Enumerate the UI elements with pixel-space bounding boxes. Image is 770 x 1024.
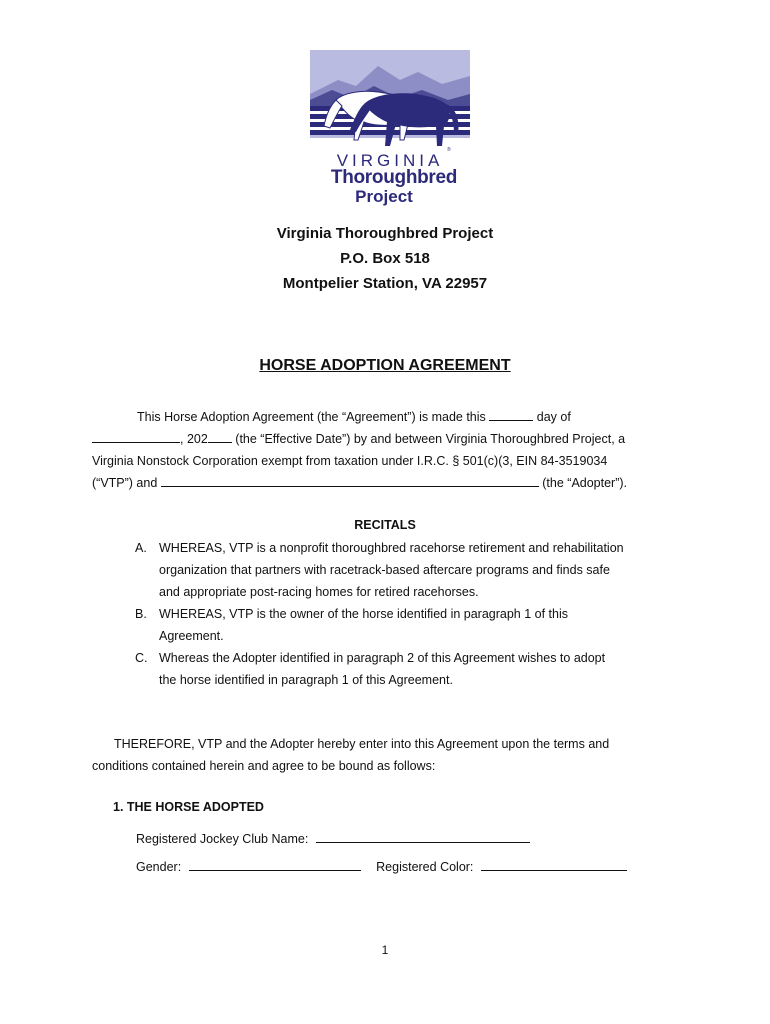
intro-text-3: Virginia Nonstock Corporation exempt from taxation under I.R.C. § 501(c)(3, EIN 84-3519034 [92,454,608,468]
therefore-line-1: THEREFORE, VTP and the Adopter hereby enter into this Agreement upon the terms and [114,737,610,751]
organization-address [0,221,770,296]
logo-virginia-text: VIRGINIA [336,151,444,170]
recital-line: Agreement. [159,629,224,643]
recital-letter: A. [135,541,147,555]
po-box: P.O. Box 518 [340,250,430,267]
recital-letter: B. [135,607,147,621]
organization-name: Virginia Thoroughbred Project [276,225,494,242]
recital-line: the horse identified in paragraph 1 of this Agreement. [159,673,453,687]
intro-text-4b: (the “Adopter”). [542,476,628,490]
page-number: 1 [381,943,389,957]
gender-label: Gender: [136,860,182,874]
intro-text-1a: This Horse Adoption Agreement (the “Agreement”) is made this [137,410,486,424]
recital-item-b [135,603,695,647]
intro-text-2b: (the “Effective Date”) by and between Virginia Thoroughbred Project, a [235,432,626,446]
logo-thoroughbred-text: Thoroughbred [330,167,458,188]
intro-text-1b: day of [536,410,571,424]
document-title: HORSE ADOPTION AGREEMENT [259,357,511,374]
recital-line: Whereas the Adopter identified in paragraph 2 of this Agreement wishes to adopt [159,651,606,665]
intro-text-2a: , 202 [180,432,208,446]
gender-field[interactable] [189,856,361,871]
jockey-club-name-row [136,828,530,846]
city-state-zip: Montpelier Station, VA 22957 [282,275,488,292]
therefore-line-2: conditions contained herein and agree to be bound as follows: [92,759,436,773]
day-blank[interactable] [489,406,533,421]
section-1-heading: 1. THE HORSE ADOPTED [113,800,264,814]
adopter-name-blank[interactable] [161,472,539,487]
intro-text-4a: (“VTP”) and [92,476,158,490]
therefore-paragraph [92,733,682,777]
month-blank[interactable] [92,428,180,443]
intro-paragraph [92,406,682,494]
recital-line: WHEREAS, VTP is the owner of the horse identified in paragraph 1 of this [159,607,569,621]
recital-line: and appropriate post-racing homes for retired racehorses. [159,585,479,599]
gender-color-row [136,856,627,874]
jockey-club-name-field[interactable] [316,828,530,843]
registered-color-label: Registered Color: [376,860,474,874]
registered-color-field[interactable] [481,856,627,871]
recital-letter: C. [135,651,148,665]
recital-item-a [135,537,695,603]
recital-item-c [135,647,695,691]
vtp-logo [308,50,472,210]
recital-line: WHEREAS, VTP is a nonprofit thoroughbred racehorse retirement and rehabilitation [159,541,624,555]
year-blank[interactable] [208,428,232,443]
jockey-club-name-label: Registered Jockey Club Name: [136,832,309,846]
logo-trademark: ® [447,147,451,153]
recital-line: organization that partners with racetrack-based aftercare programs and finds safe [159,563,610,577]
horse-mountain-emblem [308,50,472,150]
logo-project-text: Project [355,187,413,206]
recitals-list [135,537,695,691]
recitals-heading: RECITALS [354,518,416,532]
